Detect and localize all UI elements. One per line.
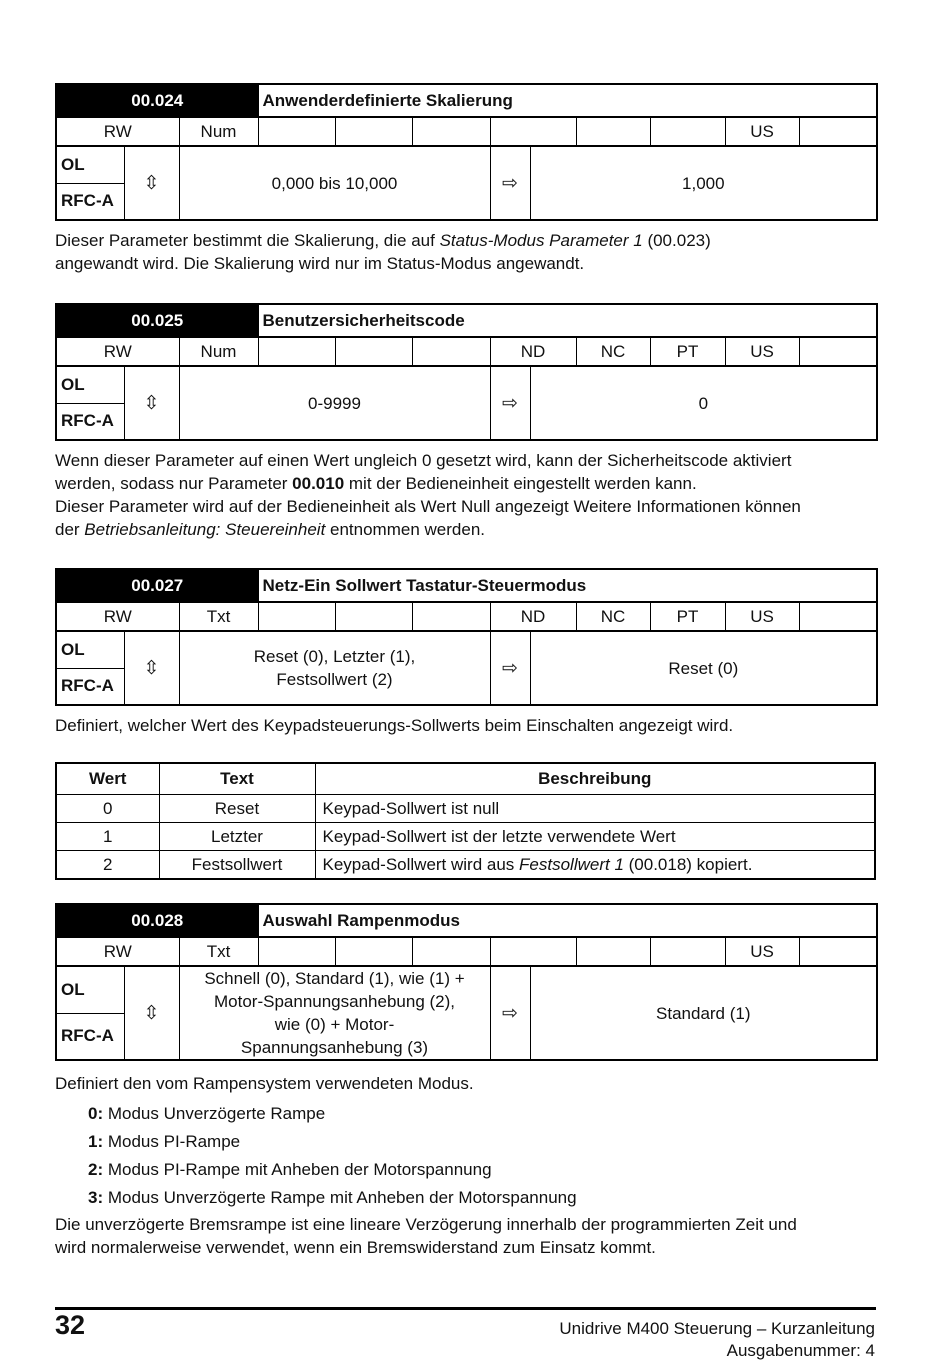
flag-cell bbox=[799, 117, 877, 146]
flag-cell bbox=[650, 937, 725, 966]
flag-cell bbox=[258, 602, 335, 631]
flag-cell: Num bbox=[179, 117, 258, 146]
flag-cell: PT bbox=[650, 602, 725, 631]
flag-cell: US bbox=[725, 117, 799, 146]
flag-cell bbox=[335, 937, 412, 966]
flag-cell: Txt bbox=[179, 937, 258, 966]
cell-text: Reset bbox=[159, 795, 315, 823]
cell-text: Festsollwert bbox=[159, 851, 315, 880]
flag-cell: PT bbox=[650, 337, 725, 366]
flag-cell bbox=[412, 337, 490, 366]
param-default: 0 bbox=[530, 366, 877, 440]
cell-text: Letzter bbox=[159, 823, 315, 851]
mode-ol: OL bbox=[56, 366, 124, 403]
flag-cell bbox=[490, 937, 576, 966]
param-title: Benutzersicherheitscode bbox=[258, 304, 877, 337]
flag-cell bbox=[412, 117, 490, 146]
column-header: Text bbox=[159, 763, 315, 795]
param-table-00-025 bbox=[55, 303, 878, 441]
flag-cell: ND bbox=[490, 602, 576, 631]
param-range: Schnell (0), Standard (1), wie (1) + Motor-Spannungsanhebung (2), wie (0) + Motor- Spannungsanhebung (3) bbox=[179, 966, 490, 1060]
right-arrow-icon: ⇨ bbox=[490, 366, 530, 440]
param-title: Auswahl Rampenmodus bbox=[258, 904, 877, 937]
footer-issue: Ausgabenummer: 4 bbox=[726, 1341, 875, 1360]
footer-divider bbox=[55, 1307, 876, 1310]
param-default: 1,000 bbox=[530, 146, 877, 220]
flag-cell bbox=[258, 117, 335, 146]
right-arrow-icon: ⇨ bbox=[490, 146, 530, 220]
flag-cell bbox=[335, 337, 412, 366]
param-table-00-027 bbox=[55, 568, 878, 706]
mode-ol: OL bbox=[56, 631, 124, 668]
mode-rfc-a: RFC-A bbox=[56, 403, 124, 440]
flag-cell bbox=[799, 602, 877, 631]
cell-wert: 0 bbox=[56, 795, 159, 823]
mode-ol: OL bbox=[56, 966, 124, 1013]
up-down-arrow-icon: ⇳ bbox=[124, 631, 179, 705]
value-table bbox=[55, 762, 876, 880]
flag-cell: RW bbox=[56, 117, 179, 146]
param-number: 00.025 bbox=[56, 304, 258, 337]
param-default: Standard (1) bbox=[530, 966, 877, 1060]
list-item: 3: Modus Unverzögerte Rampe mit Anheben der Motorspannung bbox=[88, 1188, 577, 1207]
flag-cell: NC bbox=[576, 337, 650, 366]
flag-cell bbox=[335, 117, 412, 146]
flag-cell bbox=[412, 602, 490, 631]
list-item: 1: Modus PI-Rampe bbox=[88, 1132, 241, 1151]
param-number: 00.027 bbox=[56, 569, 258, 602]
flag-cell: US bbox=[725, 602, 799, 631]
flag-cell bbox=[412, 937, 490, 966]
param-note-00-028: Die unverzögerte Bremsrampe ist eine lineare Verzögerung innerhalb der programmierten Zeit und wird normalerweise verwendet, wenn ein Bremswiderstand zum Einsatz kommt. bbox=[55, 1215, 797, 1257]
param-description-00-027: Definiert, welcher Wert des Keypadsteuerungs-Sollwerts beim Einschalten angezeigt wird. bbox=[55, 716, 734, 735]
param-table-00-024 bbox=[55, 83, 878, 221]
up-down-arrow-icon: ⇳ bbox=[124, 146, 179, 220]
param-range: 0-9999 bbox=[179, 366, 490, 440]
flag-cell: NC bbox=[576, 602, 650, 631]
param-title: Netz-Ein Sollwert Tastatur-Steuermodus bbox=[258, 569, 877, 602]
mode-ol: OL bbox=[56, 146, 124, 183]
param-table-00-028 bbox=[55, 903, 878, 1061]
flag-cell bbox=[576, 117, 650, 146]
flag-cell: US bbox=[725, 337, 799, 366]
flag-cell bbox=[490, 117, 576, 146]
mode-rfc-a: RFC-A bbox=[56, 1013, 124, 1060]
flag-cell bbox=[335, 602, 412, 631]
param-description-00-028: Definiert den vom Rampensystem verwendeten Modus. bbox=[55, 1074, 474, 1093]
cell-beschreibung: Keypad-Sollwert ist der letzte verwendete Wert bbox=[315, 823, 875, 851]
up-down-arrow-icon: ⇳ bbox=[124, 966, 179, 1060]
cell-wert: 2 bbox=[56, 851, 159, 880]
right-arrow-icon: ⇨ bbox=[490, 631, 530, 705]
column-header: Wert bbox=[56, 763, 159, 795]
flag-cell bbox=[650, 117, 725, 146]
table-row bbox=[56, 795, 875, 823]
param-number: 00.028 bbox=[56, 904, 258, 937]
param-title: Anwenderdefinierte Skalierung bbox=[258, 84, 877, 117]
flag-cell bbox=[799, 337, 877, 366]
param-description-00-024: Dieser Parameter bestimmt die Skalierung, die auf Status-Modus Parameter 1 (00.023) angewandt wird. Die Skalierung wird nur im Status-Modus angewandt. bbox=[55, 231, 711, 273]
flag-cell: US bbox=[725, 937, 799, 966]
flag-cell bbox=[258, 337, 335, 366]
cell-wert: 1 bbox=[56, 823, 159, 851]
right-arrow-icon: ⇨ bbox=[490, 966, 530, 1060]
flag-cell bbox=[576, 937, 650, 966]
flag-cell: ND bbox=[490, 337, 576, 366]
list-item: 0: Modus Unverzögerte Rampe bbox=[88, 1104, 326, 1123]
cell-beschreibung: Keypad-Sollwert wird aus Festsollwert 1 (00.018) kopiert. bbox=[315, 851, 875, 880]
list-item: 2: Modus PI-Rampe mit Anheben der Motorspannung bbox=[88, 1160, 492, 1179]
page-number: 32 bbox=[55, 1310, 86, 1340]
up-down-arrow-icon: ⇳ bbox=[124, 366, 179, 440]
cell-beschreibung: Keypad-Sollwert ist null bbox=[315, 795, 875, 823]
flag-cell bbox=[258, 937, 335, 966]
footer-title-block bbox=[559, 1318, 875, 1362]
mode-rfc-a: RFC-A bbox=[56, 183, 124, 220]
param-range: Reset (0), Letzter (1), Festsollwert (2) bbox=[179, 631, 490, 705]
flag-cell: Txt bbox=[179, 602, 258, 631]
param-range: 0,000 bis 10,000 bbox=[179, 146, 490, 220]
flag-cell: RW bbox=[56, 602, 179, 631]
flag-cell bbox=[799, 937, 877, 966]
param-default: Reset (0) bbox=[530, 631, 877, 705]
flag-cell: RW bbox=[56, 937, 179, 966]
param-description-00-025: Wenn dieser Parameter auf einen Wert ungleich 0 gesetzt wird, kann der Sicherheitscode aktiviert werden, sodass nur Parameter 00.010 mit der Bedieneinheit eingestellt werden kann. Dieser Parameter wird auf der Bedieneinheit als Wert Null angezeigt Weitere Informationen können der Betriebsanleitung: Steuereinheit entnommen werden. bbox=[55, 451, 801, 539]
column-header: Beschreibung bbox=[315, 763, 875, 795]
flag-cell: RW bbox=[56, 337, 179, 366]
table-row bbox=[56, 851, 875, 880]
param-number: 00.024 bbox=[56, 84, 258, 117]
flag-cell: Num bbox=[179, 337, 258, 366]
mode-rfc-a: RFC-A bbox=[56, 668, 124, 705]
table-row bbox=[56, 823, 875, 851]
footer-title: Unidrive M400 Steuerung – Kurzanleitung bbox=[559, 1319, 875, 1338]
